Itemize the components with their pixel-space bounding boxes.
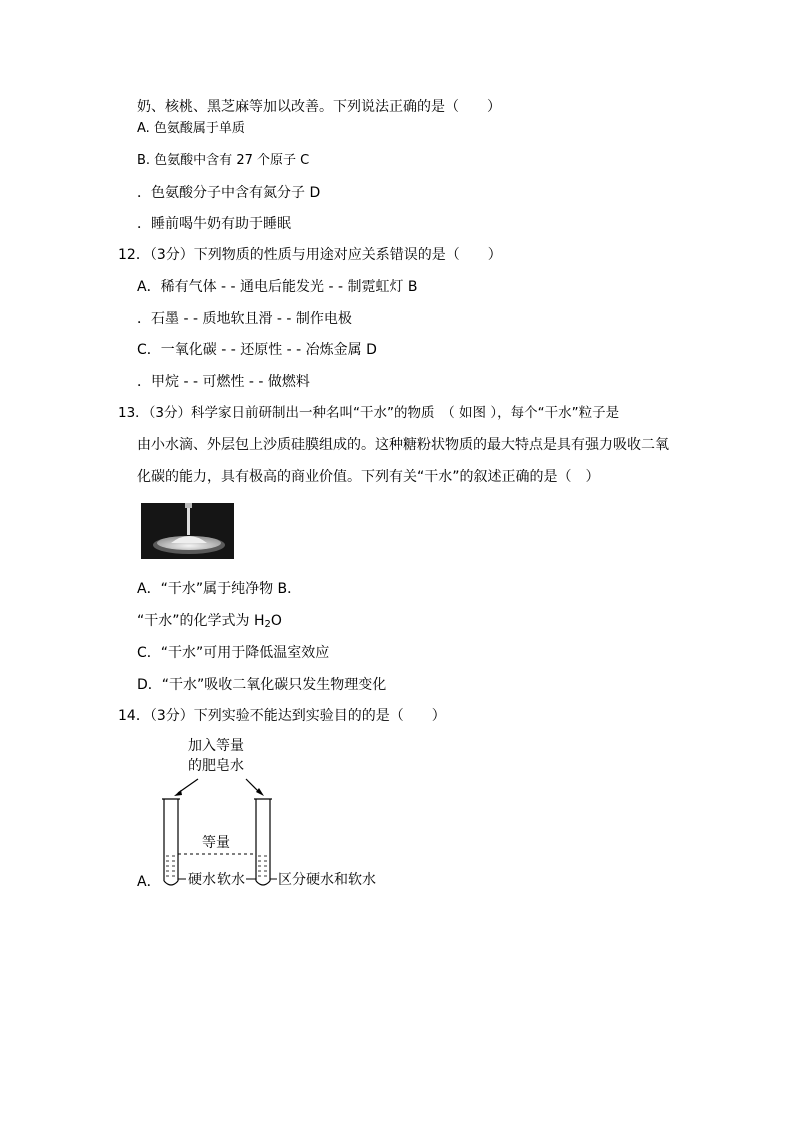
q11-option-a[interactable]: A. 色氨酸属于单质 xyxy=(137,121,245,136)
q11-option-d[interactable]: ．睡前喝牛奶有助于睡眠 xyxy=(137,216,291,232)
soft-water-label: 软水 xyxy=(217,872,245,888)
q13-stem-line1: 13．（3分）科学家日前研制出一种名叫“干水”的物质 （ 如图 ），每个“干水”粒子是 xyxy=(118,405,620,421)
q12-stem: 12．（3分）下列物质的性质与用途对应关系错误的是（ ） xyxy=(118,247,502,263)
dry-water-photo xyxy=(141,503,234,559)
q11-stem-tail: 奶、核桃、黑芝麻等加以改善。下列说法正确的是（ ） xyxy=(137,99,501,115)
q11-option-c[interactable]: ．色氨酸分子中含有氮分子 D xyxy=(137,185,321,201)
q14-option-a-caption: 区分硬水和软水 xyxy=(278,872,376,888)
q13-option-d[interactable]: D．“干水”吸收二氧化碳只发生物理变化 xyxy=(137,677,387,693)
q13-stem-line3: 化碳的能力，具有极高的商业价值。下列有关“干水”的叙述正确的是（ ） xyxy=(137,469,600,485)
q14-option-a-prefix[interactable]: A． xyxy=(137,874,161,890)
q13-option-b-text: “干水”的化学式为 H xyxy=(137,613,265,629)
right-test-tube xyxy=(254,799,272,885)
q13-option-b[interactable] xyxy=(137,612,282,634)
q13-option-a[interactable]: A．“干水”属于纯净物 B． xyxy=(137,581,302,597)
q13-stem-line2: 由小水滴、外层包上沙质硅膜组成的。这种糖粉状物质的最大特点是具有强力吸收二氧 xyxy=(137,437,669,453)
equal-amount-label: 等量 xyxy=(202,835,230,851)
soap-water-label-2: 的肥皂水 xyxy=(188,758,244,774)
q12-option-a[interactable]: A．稀有气体 - - 通电后能发光 - - 制霓虹灯 B xyxy=(137,279,418,295)
hard-water-label: 硬水 xyxy=(188,872,216,888)
q12-option-c[interactable]: C．一氧化碳 - - 还原性 - - 冶炼金属 D xyxy=(137,342,377,358)
q12-option-d[interactable]: ．甲烷 - - 可燃性 - - 做燃料 xyxy=(137,374,310,390)
q13-option-b-suffix: O xyxy=(270,613,282,629)
q12-option-b[interactable]: ．石墨 - - 质地软且滑 - - 制作电极 xyxy=(137,311,352,327)
q11-option-b[interactable]: B. 色氨酸中含有 27 个原子 C xyxy=(137,153,310,168)
q13-option-c[interactable]: C．“干水”可用于降低温室效应 xyxy=(137,645,330,661)
soap-water-label-1: 加入等量 xyxy=(188,738,244,754)
left-test-tube xyxy=(162,799,180,885)
hard-soft-water-diagram xyxy=(150,735,390,893)
q13-option-b-subscript: 2 xyxy=(264,619,271,630)
q14-stem: 14．（3分）下列实验不能达到实验目的的是（ ） xyxy=(118,708,446,724)
